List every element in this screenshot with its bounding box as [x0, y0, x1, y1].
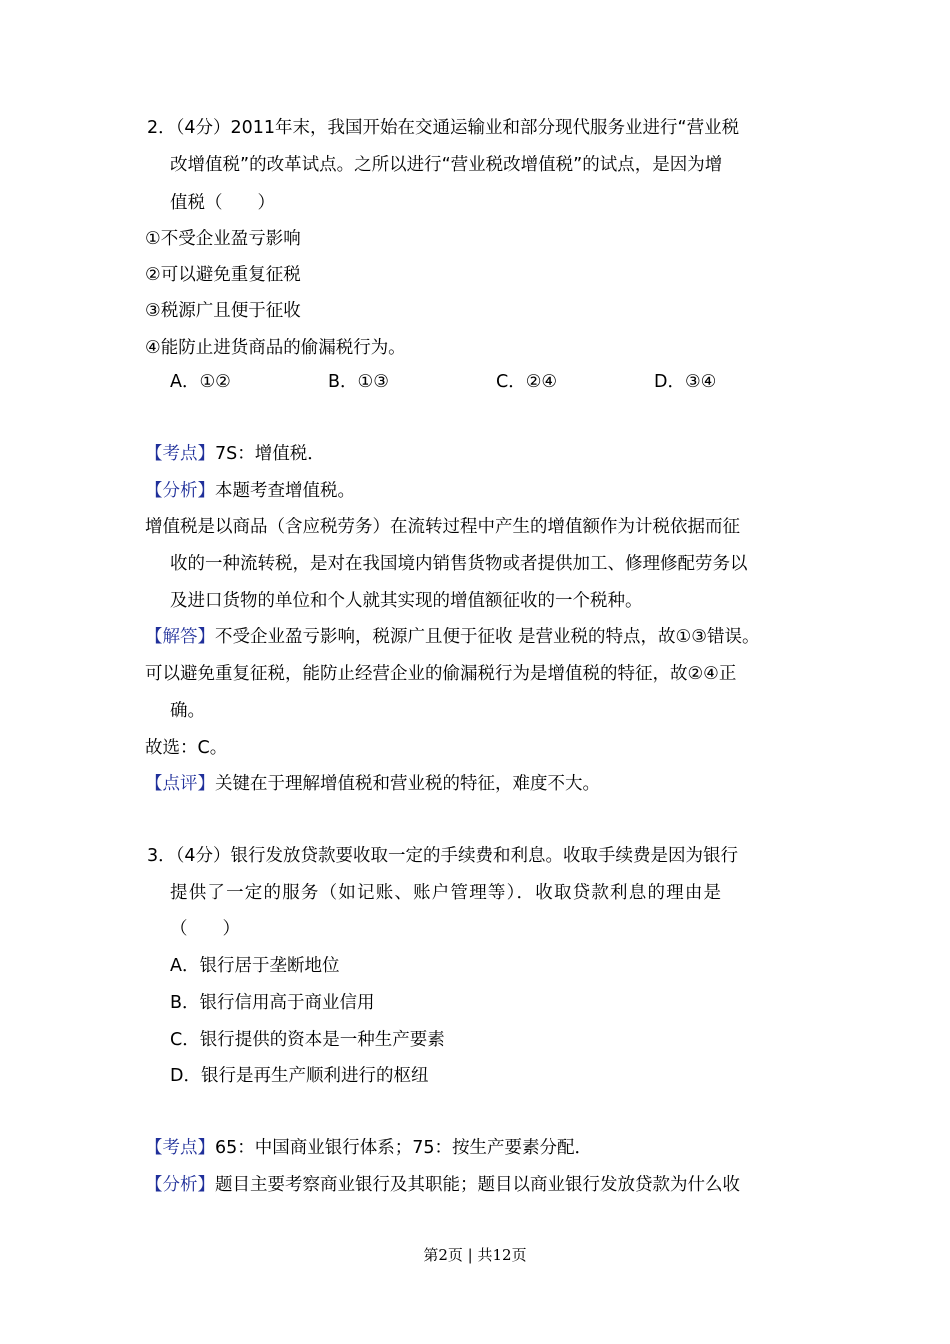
- dianping-text: 关键在于理解增值税和营业税的特征，难度不大。: [215, 774, 600, 794]
- q2-item-4: ④能防止进货商品的偷漏税行为。: [145, 338, 406, 358]
- q3-option-d: D．银行是再生产顺利进行的枢纽: [170, 1066, 429, 1086]
- q2-option-a: A．①②: [170, 372, 231, 392]
- kaodian-text: 65：中国商业银行体系；75：按生产要素分配．: [215, 1138, 593, 1158]
- q3-fenxi: [145, 1173, 740, 1197]
- kaodian-tag: 【考点】: [145, 1138, 215, 1158]
- jieda-tag: 【解答】: [145, 627, 215, 647]
- q2-kaodian: [145, 442, 325, 466]
- kaodian-text: 7S：增值税．: [215, 444, 325, 464]
- q2-stem-line-3: 值税（ ）: [170, 193, 275, 213]
- q2-fenxi-body-1: 增值税是以商品（含应税劳务）在流转过程中产生的增值额作为计税依据而征: [145, 517, 740, 537]
- q2-item-3: ③税源广且便于征收: [145, 301, 301, 321]
- q2-option-c: C．②④: [496, 372, 558, 392]
- q2-option-d: D．③④: [654, 372, 717, 392]
- q2-dianping: [145, 772, 600, 796]
- q2-jieda-body-1: 可以避免重复征税，能防止经营企业的偷漏税行为是增值税的特征，故②④正: [145, 664, 737, 684]
- q3-stem-line-1: 3．（4分）银行发放贷款要收取一定的手续费和利息。收取手续费是因为银行: [147, 846, 739, 866]
- q3-stem-line-2: 提供了一定的服务（如记账、账户管理等）．收取贷款利息的理由是: [170, 883, 723, 903]
- q2-stem-line-2: 改增值税”的改革试点。之所以进行“营业税改增值税”的试点，是因为增: [170, 155, 723, 175]
- q2-answer: 故选：C。: [145, 738, 228, 758]
- fenxi-text: 题目主要考察商业银行及其职能；题目以商业银行发放贷款为什么收: [215, 1175, 740, 1195]
- q2-jieda-body-2: 确。: [170, 701, 205, 721]
- q3-option-a: A．银行居于垄断地位: [170, 956, 340, 976]
- q2-item-1: ①不受企业盈亏影响: [145, 229, 301, 249]
- jieda-text: 不受企业盈亏影响，税源广且便于征收 是营业税的特点，故①③错误。: [215, 627, 760, 647]
- dianping-tag: 【点评】: [145, 774, 215, 794]
- q2-item-2: ②可以避免重复征税: [145, 265, 301, 285]
- q3-stem-line-3: （ ）: [170, 919, 240, 939]
- q2-fenxi: [145, 479, 355, 503]
- fenxi-tag: 【分析】: [145, 481, 215, 501]
- q2-stem-line-1: 2．（4分）2011年末，我国开始在交通运输业和部分现代服务业进行“营业税: [147, 118, 740, 138]
- q3-option-b: B．银行信用高于商业信用: [170, 993, 375, 1013]
- q2-fenxi-body-2: 收的一种流转税，是对在我国境内销售货物或者提供加工、修理修配劳务以: [170, 554, 748, 574]
- q2-jieda: [145, 625, 759, 649]
- fenxi-tag: 【分析】: [145, 1175, 215, 1195]
- fenxi-text: 本题考查增值税。: [215, 481, 355, 501]
- q3-kaodian: [145, 1136, 592, 1160]
- q3-option-c: C．银行提供的资本是一种生产要素: [170, 1030, 445, 1050]
- q2-option-b: B．①③: [328, 372, 389, 392]
- kaodian-tag: 【考点】: [145, 444, 215, 464]
- page-footer: 第2页 | 共12页: [423, 1246, 527, 1264]
- q2-fenxi-body-3: 及进口货物的单位和个人就其实现的增值额征收的一个税种。: [170, 591, 643, 611]
